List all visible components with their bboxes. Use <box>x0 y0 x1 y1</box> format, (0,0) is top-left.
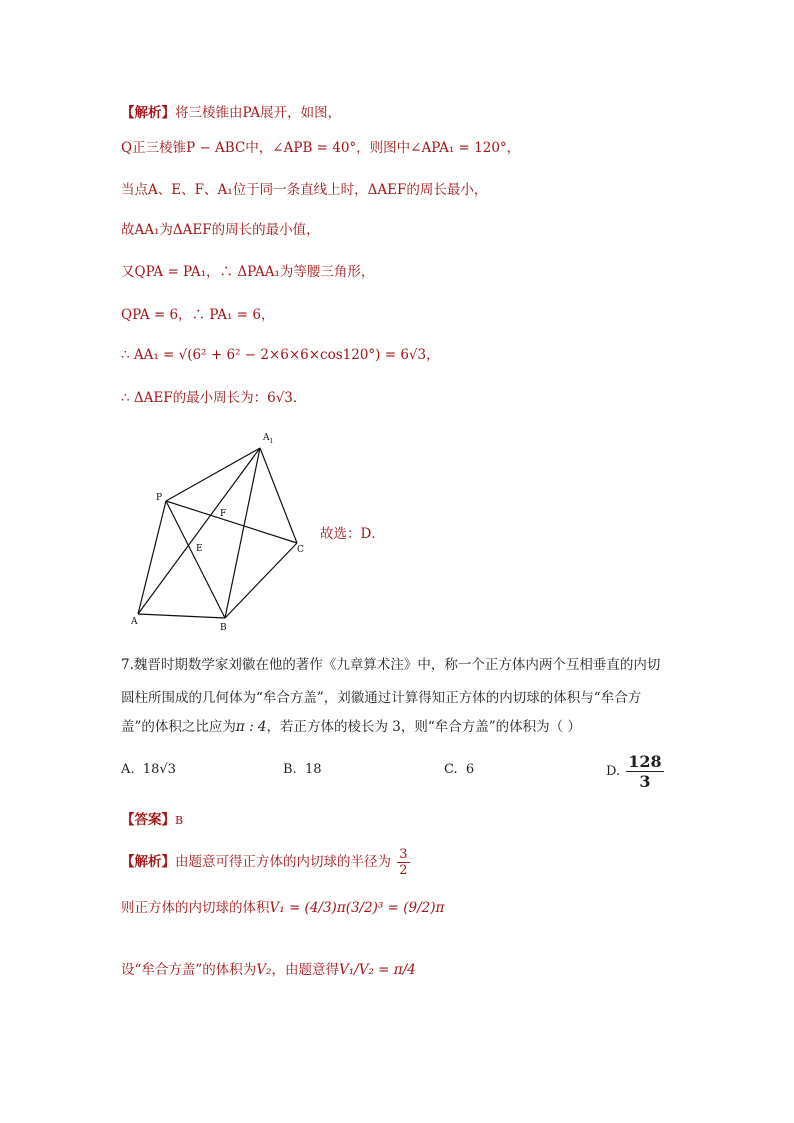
option-d-denominator: 3 <box>639 772 651 791</box>
label-A1: $A_1$ <box>263 433 274 445</box>
question-7-text-c: ，若正方体的棱长为 3，则“牟合方盖”的体积为（ ） <box>266 719 581 735</box>
label-B: B <box>220 623 227 633</box>
solution-1-line-1 <box>121 103 341 123</box>
geometry-figure <box>110 428 330 638</box>
figure-answer: 故选：D． <box>320 526 385 542</box>
edge-P-B <box>166 501 225 618</box>
solution-2-text-2: 则正方体的内切球的体积 <box>121 900 270 916</box>
radius-numerator: 3 <box>399 847 408 862</box>
edge-A1-C <box>260 448 297 543</box>
solution-1-line-6: QPA = 6，∴ PA₁ = 6， <box>121 307 275 323</box>
solution-2-text-1: 由题意可得正方体的内切球的半径为 <box>175 854 391 870</box>
question-7-line-1: 7.魏晋时期数学家刘徽在他的著作《九章算术注》中，称一个正方体内两个互相垂直的内切 <box>121 657 661 673</box>
option-c-label: C. <box>444 762 458 777</box>
edge-P-C <box>166 501 297 543</box>
edge-A-A1 <box>138 448 260 614</box>
question-7-line-3 <box>121 717 581 737</box>
solution-1-line-5: 又QPA = PA₁，∴ ΔPAA₁为等腰三角形， <box>121 264 375 280</box>
label-E: E <box>196 544 203 554</box>
label-C: C <box>297 545 304 555</box>
solution-1-line-4: 故AA₁为ΔAEF的周长的最小值， <box>121 222 320 238</box>
option-b-value: 18 <box>304 762 322 777</box>
option-c[interactable] <box>444 762 474 777</box>
question-7-text-a: 盖”的体积之比应为 <box>121 719 236 735</box>
option-c-value: 6 <box>465 762 475 777</box>
option-d-numerator: 128 <box>628 752 662 771</box>
option-b[interactable] <box>283 762 322 777</box>
radius-fraction <box>397 847 409 878</box>
question-7-line-2: 圆柱所围成的几何体为“牟合方盖”，刘徽通过计算得知正方体的内切球的体积与“牟合方 <box>121 690 642 706</box>
option-d-label: D. <box>606 764 621 779</box>
edge-P-A1 <box>166 448 260 501</box>
volume-ratio-formula: V₁/V₂ = π/4 <box>338 962 416 978</box>
solution-1-line-2: Q正三棱锥P − ABC中，∠APB = 40°，则图中∠APA₁ = 120°， <box>121 140 521 156</box>
solution-2-text-3c: ，由题意得 <box>271 962 339 978</box>
option-d-fraction <box>626 752 663 791</box>
edge-B-A <box>138 614 225 618</box>
v2-symbol: V₂ <box>256 962 272 978</box>
label-A: A <box>131 617 138 627</box>
edge-B-A1 <box>225 448 260 618</box>
label-P: P <box>156 493 163 503</box>
analysis-tag: 【解析】 <box>121 105 175 121</box>
edge-C-B <box>225 543 297 618</box>
label-F: F <box>220 509 227 519</box>
option-a[interactable] <box>121 762 176 777</box>
solution-1-line-7: ∴ AA₁ = √(6² + 6² − 2×6×6×cos120°) = 6√3， <box>121 347 440 363</box>
answer-value: B <box>175 814 184 827</box>
option-b-label: B. <box>283 762 297 777</box>
solution-2-line-2 <box>121 898 444 918</box>
solution-2-line-1 <box>121 847 412 878</box>
solution-1-line-3: 当点A、E、F、A₁位于同一条直线上时，ΔAEF的周长最小， <box>121 182 488 198</box>
solution-1-text: 将三棱锥由PA展开，如图， <box>175 105 342 121</box>
solution-1-line-8: ∴ ΔAEF的最小周长为：6√3． <box>121 390 307 406</box>
option-a-label: A. <box>121 762 135 777</box>
solution-2-line-3 <box>121 960 416 980</box>
sphere-volume-formula: V₁ = (4/3)π(3/2)³ = (9/2)π <box>269 900 445 916</box>
option-a-value: 18√3 <box>142 762 176 777</box>
radius-denominator: 2 <box>399 863 408 878</box>
edge-A-P <box>138 501 166 614</box>
solution-2-text-3a: 设“牟合方盖”的体积为 <box>121 962 257 978</box>
analysis-tag-2: 【解析】 <box>121 854 175 870</box>
answer-tag: 【答案】 <box>121 812 175 828</box>
option-d[interactable] <box>606 752 666 791</box>
answer-line <box>121 810 183 831</box>
question-7-ratio: π : 4 <box>235 719 267 735</box>
